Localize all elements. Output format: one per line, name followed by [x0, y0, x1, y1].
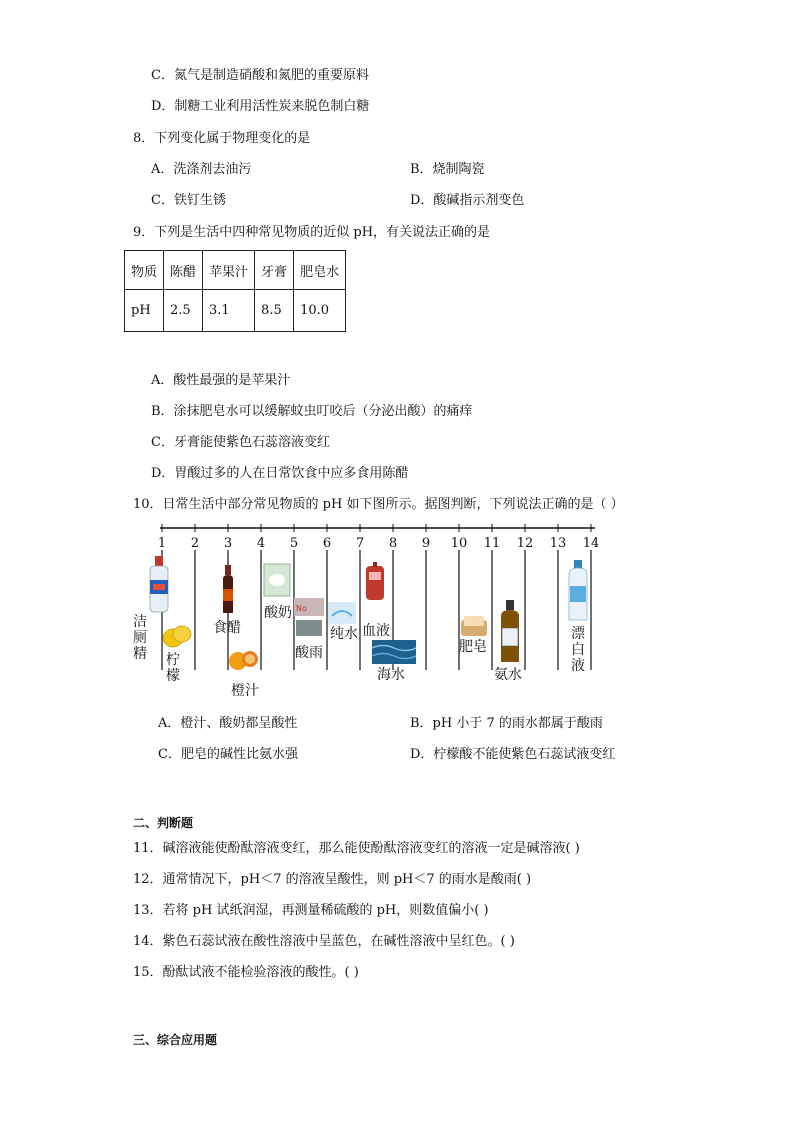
- soap-icon: [459, 614, 489, 638]
- q8-option-b: B．烧制陶瓷: [410, 162, 485, 177]
- table-cell: 8.5: [255, 290, 294, 332]
- table-cell: 陈醋: [164, 251, 203, 290]
- table-row: [125, 251, 346, 290]
- q13: 13．若将 pH 试纸润湿，再测量稀硫酸的 pH，则数值偏小( ): [133, 903, 489, 918]
- q12: 12．通常情况下，pH＜7 的溶液呈酸性，则 pH＜7 的雨水是酸雨( ): [133, 872, 532, 887]
- ph-table: [124, 250, 346, 332]
- scale-label: 3: [223, 536, 233, 551]
- label-bleach: 漂白液: [571, 626, 585, 674]
- label-blood: 血液: [362, 623, 390, 639]
- scale-label: 7: [355, 536, 365, 551]
- scale-label: 9: [421, 536, 431, 551]
- sea-water-icon: [372, 640, 416, 664]
- yogurt-icon: [262, 562, 292, 598]
- scale-label: 12: [516, 536, 534, 551]
- scale-label: 8: [388, 536, 398, 551]
- q10-option-d: D．柠檬酸不能使紫色石蕊试液变红: [410, 747, 616, 762]
- scale-label: 10: [450, 536, 468, 551]
- label-soap: 肥皂: [459, 639, 487, 655]
- label-toilet-cleaner: 洁厕精: [133, 614, 147, 662]
- label-acid-rain: 酸雨: [295, 645, 323, 661]
- bleach-bottle-icon: [566, 560, 590, 622]
- scale-label: 6: [322, 536, 332, 551]
- ph-scale-figure: [140, 520, 610, 700]
- label-lemon: 柠檬: [166, 652, 180, 684]
- table-cell: 苹果汁: [203, 251, 255, 290]
- scale-label: 1: [157, 536, 167, 551]
- q15: 15．酚酞试液不能检验溶液的酸性。( ): [133, 965, 359, 980]
- label-orange-juice: 橙汁: [231, 683, 259, 699]
- scale-label: 4: [256, 536, 266, 551]
- q9-option-a: A．酸性最强的是苹果汁: [151, 373, 291, 388]
- table-cell: 10.0: [294, 290, 346, 332]
- svg-text:No: No: [296, 604, 307, 613]
- pure-water-icon: [328, 602, 356, 624]
- q11: 11．碱溶液能使酚酞溶液变红，那么能使酚酞溶液变红的溶液一定是碱溶液( ): [133, 841, 580, 856]
- scale-label: 2: [190, 536, 200, 551]
- ammonia-bottle-icon: [497, 600, 523, 664]
- q7-option-c: C．氮气是制造硝酸和氮肥的重要原料: [151, 68, 369, 83]
- table-cell: 2.5: [164, 290, 203, 332]
- scale-label: 5: [289, 536, 299, 551]
- acid-rain-icon: [294, 598, 324, 638]
- table-row: [125, 290, 346, 332]
- q10-option-c: C．肥皂的碱性比氨水强: [158, 747, 298, 762]
- table-cell: 牙膏: [255, 251, 294, 290]
- section-title-judgment: 二、判断题: [133, 816, 194, 830]
- table-cell: pH: [125, 290, 164, 332]
- q8-option-c: C．铁钉生锈: [151, 193, 226, 208]
- q7-option-d: D．制糖工业利用活性炭来脱色制白糖: [151, 99, 370, 114]
- q10-stem: 10．日常生活中部分常见物质的 pH 如下图所示。据图判断，下列说法正确的是（ ）: [133, 497, 624, 512]
- q10-option-a: A．橙汁、酸奶都呈酸性: [158, 716, 298, 731]
- label-yogurt: 酸奶: [264, 605, 292, 621]
- label-sea-water: 海水: [377, 667, 405, 683]
- q9-stem: 9．下列是生活中四种常见物质的近似 pH，有关说法正确的是: [133, 225, 491, 240]
- q9-option-c: C．牙膏能使紫色石蕊溶液变红: [151, 435, 330, 450]
- table-cell: 肥皂水: [294, 251, 346, 290]
- q8-option-d: D．酸碱指示剂变色: [410, 193, 525, 208]
- q9-option-d: D．胃酸过多的人在日常饮食中应多食用陈醋: [151, 466, 409, 481]
- scale-label: 11: [483, 536, 501, 551]
- blood-bag-icon: [364, 562, 386, 604]
- toilet-cleaner-bottle-icon: [147, 556, 171, 614]
- q8-option-a: A．洗涤剂去油污: [151, 162, 252, 177]
- vinegar-bottle-icon: [220, 565, 236, 615]
- q10-option-b: B．pH 小于 7 的雨水都属于酸雨: [410, 716, 603, 731]
- section-title-application: 三、综合应用题: [133, 1033, 218, 1047]
- label-vinegar: 食醋: [213, 620, 241, 636]
- label-ammonia: 氨水: [494, 667, 522, 683]
- lemon-icon: [162, 622, 192, 652]
- orange-juice-icon: [228, 645, 260, 673]
- label-pure-water: 纯水: [330, 626, 358, 642]
- table-cell: 3.1: [203, 290, 255, 332]
- q14: 14．紫色石蕊试液在酸性溶液中呈蓝色，在碱性溶液中呈红色。( ): [133, 934, 515, 949]
- scale-label: 13: [549, 536, 567, 551]
- table-cell: 物质: [125, 251, 164, 290]
- q8-stem: 8．下列变化属于物理变化的是: [133, 131, 311, 146]
- scale-label: 14: [582, 536, 600, 551]
- q9-option-b: B．涂抹肥皂水可以缓解蚊虫叮咬后（分泌出酸）的痛痒: [151, 404, 473, 419]
